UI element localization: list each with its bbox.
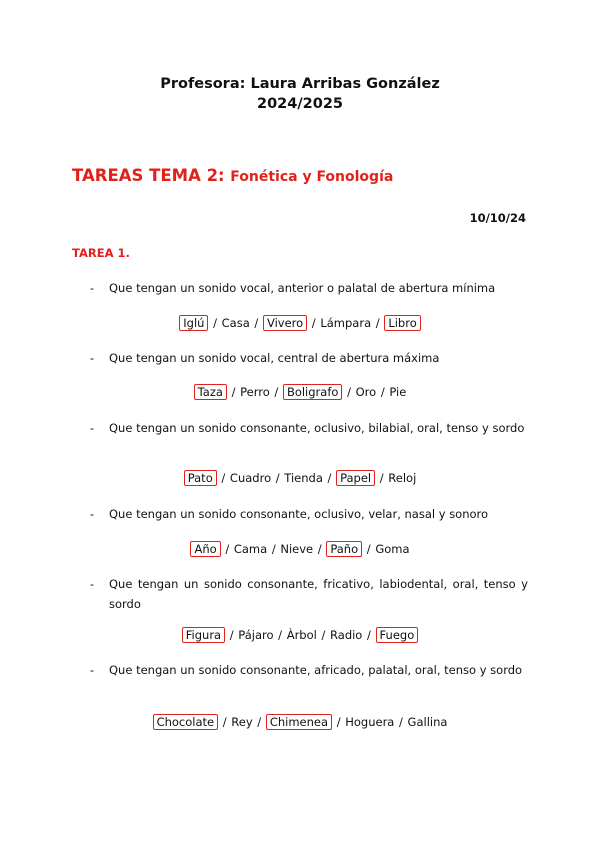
option-separator: / [317,628,330,642]
selected-option-word: Iglú [179,315,208,331]
selected-option-word: Figura [182,627,225,643]
question-item [90,504,528,524]
option-row [0,469,600,487]
selected-option-word: Libro [384,315,420,331]
question-item [90,660,528,680]
option-separator: / [219,715,231,729]
option-word: Perro [240,385,270,399]
option-separator: / [268,542,280,556]
question-item [90,574,528,614]
option-word: Pie [389,385,407,399]
bullet-dash: - [90,281,95,295]
option-separator: / [363,542,375,556]
option-word: Àrbol [286,628,317,642]
selected-option-word: Chocolate [153,714,219,730]
option-separator: / [270,385,282,399]
option-separator: / [221,542,233,556]
option-separator: / [308,316,320,330]
question-text: Que tengan un sonido consonante, oclusivo, bilabial, oral, tenso y sordo [109,421,525,435]
option-separator: / [377,385,389,399]
option-separator: / [253,715,265,729]
option-word: Hoguera [345,715,395,729]
selected-option-word: Papel [336,470,375,486]
selected-option-word: Vivero [263,315,307,331]
question-item [90,418,528,438]
option-separator: / [372,316,384,330]
option-separator: / [376,471,388,485]
bullet-dash: - [90,421,95,435]
option-separator: / [274,628,286,642]
question-item [90,278,528,298]
option-row [0,383,600,401]
option-separator: / [333,715,345,729]
option-word: Nieve [280,542,314,556]
selected-option-word: Fuego [376,627,419,643]
bullet-dash: - [90,351,95,365]
bullet-dash: - [90,663,95,677]
option-row [0,314,600,332]
question-text: Que tengan un sonido consonante, fricativo, labiodental, oral, tenso y sordo [109,577,528,611]
option-row [0,626,600,644]
option-word: Goma [375,542,410,556]
title-main: TAREAS TEMA 2: [72,166,225,185]
option-word: Lámpara [320,316,372,330]
task-label: TAREA 1. [72,246,130,260]
option-separator: / [314,542,326,556]
option-word: Pájaro [238,628,274,642]
document-header [0,74,600,114]
option-word: Rey [231,715,253,729]
title-topic: Fonética y Fonología [230,169,394,185]
option-separator: / [343,385,355,399]
option-separator: / [209,316,221,330]
question-item [90,348,528,368]
option-word: Gallina [407,715,448,729]
selected-option-word: Boligrafo [283,384,342,400]
school-year: 2024/2025 [256,96,343,112]
question-text: Que tengan un sonido vocal, anterior o palatal de abertura mínima [109,281,496,295]
option-separator: / [250,316,262,330]
option-word: Casa [221,316,250,330]
option-separator: / [363,628,375,642]
option-word: Cama [233,542,268,556]
option-separator: / [323,471,336,485]
question-text: Que tengan un sonido consonante, oclusivo, velar, nasal y sonoro [109,507,489,521]
option-row [0,540,600,558]
option-word: Tienda [284,471,323,485]
question-text: Que tengan un sonido vocal, central de abertura máxima [109,351,440,365]
option-separator: / [227,385,240,399]
teacher-name: Profesora: Laura Arribas González [160,76,440,92]
selected-option-word: Taza [194,384,227,400]
option-word: Reloj [388,471,417,485]
bullet-dash: - [90,507,95,521]
page-title [72,166,393,185]
option-separator: / [226,628,238,642]
question-text: Que tengan un sonido consonante, africado, palatal, oral, tenso y sordo [109,663,523,677]
selected-option-word: Chimenea [266,714,332,730]
selected-option-word: Pato [184,470,217,486]
option-word: Oro [355,385,377,399]
option-separator: / [272,471,284,485]
selected-option-word: Año [190,541,220,557]
option-word: Radio [330,628,363,642]
option-word: Cuadro [229,471,272,485]
bullet-dash: - [90,577,95,591]
option-row [0,713,600,731]
selected-option-word: Paño [326,541,362,557]
option-separator: / [217,471,229,485]
document-date: 10/10/24 [469,211,526,225]
option-separator: / [395,715,407,729]
